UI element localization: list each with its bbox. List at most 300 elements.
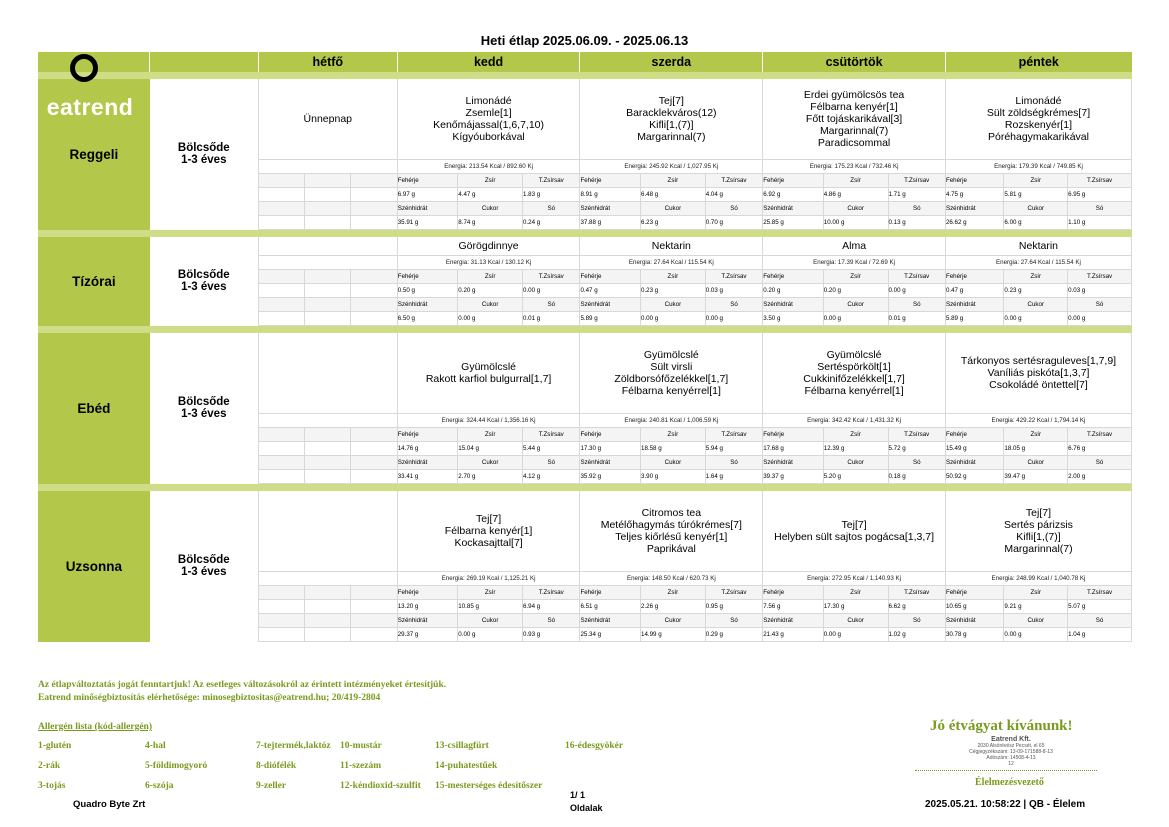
nutrient-label: Só bbox=[1068, 614, 1132, 628]
nutrient-label: Só bbox=[705, 456, 762, 470]
nutrient-label: Só bbox=[523, 298, 580, 312]
monday-empty bbox=[304, 188, 350, 202]
nutrient-label: Só bbox=[888, 202, 945, 216]
nutrient-value: 5.20 g bbox=[823, 470, 888, 484]
nutrient-label: Szénhidrát bbox=[945, 202, 1003, 216]
nutrient-label: Szénhidrát bbox=[397, 456, 458, 470]
monday-empty bbox=[350, 586, 397, 600]
monday-empty bbox=[304, 628, 350, 642]
separator-cell bbox=[397, 484, 458, 492]
nutrient-value: 6.51 g bbox=[580, 600, 641, 614]
nutrient-value: 2.70 g bbox=[458, 470, 523, 484]
monday-empty bbox=[258, 284, 304, 298]
nutrient-value: 1.64 g bbox=[705, 470, 762, 484]
nutrient-label: Zsír bbox=[458, 586, 523, 600]
separator-cell bbox=[1068, 72, 1132, 79]
energy-value: Energia: 17.39 Kcal / 72.69 Kj bbox=[763, 256, 946, 270]
nutrient-label: Só bbox=[523, 456, 580, 470]
nutrient-value: 5.94 g bbox=[705, 442, 762, 456]
nutrient-value: 13.20 g bbox=[397, 600, 458, 614]
nutrient-label: Cukor bbox=[823, 202, 888, 216]
dish-line: Görögdinnye bbox=[458, 240, 519, 252]
nutrient-value: 0.00 g bbox=[705, 312, 762, 326]
nutrient-value: 0.03 g bbox=[705, 284, 762, 298]
monday-empty bbox=[258, 572, 397, 586]
nutrient-label: Cukor bbox=[1004, 202, 1068, 216]
separator-cell bbox=[888, 230, 945, 238]
energy-value: Energia: 213.54 Kcal / 892.60 Kj bbox=[397, 160, 580, 174]
stamp-line: Adószám: 14508-4-13 bbox=[986, 755, 1036, 761]
monday-empty bbox=[258, 188, 304, 202]
nutrient-label: Zsír bbox=[823, 428, 888, 442]
monday-empty bbox=[350, 600, 397, 614]
nutrient-label: Zsír bbox=[823, 586, 888, 600]
nutrient-label: Só bbox=[705, 614, 762, 628]
nutrient-value: 17.30 g bbox=[580, 442, 641, 456]
monday-empty bbox=[258, 614, 304, 628]
nutrient-label: Fehérje bbox=[945, 586, 1003, 600]
dish-line: Cukkinifőzelékkel[1,7] bbox=[803, 373, 905, 385]
nutrient-label: T.Zsírsav bbox=[523, 428, 580, 442]
nutrient-label: Fehérje bbox=[945, 428, 1003, 442]
allergen-item: 8-diófélék bbox=[256, 761, 297, 771]
energy-value: Energia: 31.13 Kcal / 130.12 Kj bbox=[397, 256, 580, 270]
dish-cell bbox=[397, 237, 580, 256]
separator-cell bbox=[523, 484, 580, 492]
nutrient-label: Zsír bbox=[641, 586, 706, 600]
allergen-item: 4-hal bbox=[145, 741, 166, 751]
nutrient-label: T.Zsírsav bbox=[1068, 174, 1132, 188]
dish-line: Tej[7] bbox=[658, 95, 684, 107]
nutrient-label: Cukor bbox=[458, 298, 523, 312]
eatrend-logo bbox=[38, 52, 142, 122]
nutrient-label: Cukor bbox=[641, 202, 706, 216]
nutrient-label: T.Zsírsav bbox=[523, 174, 580, 188]
nutrient-value: 6.23 g bbox=[641, 216, 706, 230]
monday-empty bbox=[350, 188, 397, 202]
separator-cell bbox=[1068, 484, 1132, 492]
age-group bbox=[150, 491, 259, 642]
separator-cell bbox=[304, 230, 350, 238]
nutrient-value: 0.00 g bbox=[888, 284, 945, 298]
meal-name: Uzsonna bbox=[38, 491, 150, 642]
nutrient-label: T.Zsírsav bbox=[705, 270, 762, 284]
dish-line: Félbarna kenyérrel[1] bbox=[804, 385, 904, 397]
dish-line: Citromos tea bbox=[641, 507, 702, 519]
nutrient-label: Zsír bbox=[1004, 428, 1068, 442]
dish-line: Sült zöldségkrémes[7] bbox=[986, 107, 1091, 119]
nutrient-value: 3.50 g bbox=[763, 312, 824, 326]
nutrient-value: 50.92 g bbox=[945, 470, 1003, 484]
monday-empty bbox=[258, 600, 304, 614]
nutrient-value: 5.89 g bbox=[945, 312, 1003, 326]
monday-empty bbox=[258, 414, 397, 428]
monday-empty bbox=[350, 628, 397, 642]
nutrient-value: 4.75 g bbox=[945, 188, 1003, 202]
day-header: hétfő bbox=[258, 52, 397, 72]
nutrient-value: 6.92 g bbox=[763, 188, 824, 202]
nutrient-value: 2.00 g bbox=[1068, 470, 1132, 484]
monday-empty bbox=[350, 270, 397, 284]
nutrient-value: 14.99 g bbox=[641, 628, 706, 642]
separator-cell bbox=[350, 230, 397, 238]
nutrient-label: Zsír bbox=[1004, 270, 1068, 284]
dish-line: Margarinnal(7) bbox=[1004, 543, 1073, 555]
dish-line: Zsemle[1] bbox=[465, 107, 512, 119]
nutrient-value: 6.62 g bbox=[888, 600, 945, 614]
separator-cell bbox=[580, 326, 641, 334]
monday-empty bbox=[304, 174, 350, 188]
meal-separator bbox=[38, 484, 1132, 492]
dish-line: Tej[7] bbox=[841, 519, 867, 531]
nutrient-label: Szénhidrát bbox=[397, 202, 458, 216]
monday-empty bbox=[304, 270, 350, 284]
separator-cell bbox=[705, 484, 762, 492]
nutrient-value: 25.34 g bbox=[580, 628, 641, 642]
monday-empty bbox=[350, 428, 397, 442]
dish-row bbox=[38, 491, 1132, 572]
energy-value: Energia: 148.50 Kcal / 620.73 Kj bbox=[580, 572, 763, 586]
nutrient-value: 4.04 g bbox=[705, 188, 762, 202]
separator-cell bbox=[1004, 326, 1068, 334]
nutrient-label: Cukor bbox=[823, 614, 888, 628]
dish-line: Tej[7] bbox=[1025, 507, 1052, 519]
separator-cell bbox=[763, 326, 824, 334]
dish-line: Félbarna kenyérrel[1] bbox=[621, 385, 721, 397]
nutrient-value: 26.62 g bbox=[945, 216, 1003, 230]
meal-separator bbox=[38, 326, 1132, 334]
separator-cell bbox=[945, 230, 1003, 238]
dish-cell bbox=[763, 491, 946, 572]
monday-empty bbox=[350, 456, 397, 470]
monday-empty bbox=[304, 470, 350, 484]
separator-cell bbox=[580, 230, 641, 238]
dish-cell bbox=[397, 79, 580, 160]
nutrient-value: 5.89 g bbox=[580, 312, 641, 326]
nutrient-label: Szénhidrát bbox=[397, 614, 458, 628]
monday-empty bbox=[350, 442, 397, 456]
separator-cell bbox=[705, 72, 762, 79]
nutrient-value: 35.91 g bbox=[397, 216, 458, 230]
separator-cell bbox=[350, 326, 397, 334]
nutrient-label: Só bbox=[1068, 456, 1132, 470]
nutrient-value: 0.00 g bbox=[823, 312, 888, 326]
separator-cell bbox=[705, 230, 762, 238]
allergen-item: 15-mesterséges édesítőszer bbox=[435, 781, 543, 791]
nutrient-label: Fehérje bbox=[397, 428, 458, 442]
allergen-title: Allergén lista (kód-allergén) bbox=[38, 722, 152, 732]
nutrient-value: 0.00 g bbox=[1068, 312, 1132, 326]
nutrient-value: 0.01 g bbox=[523, 312, 580, 326]
energy-value: Energia: 342.42 Kcal / 1,431.32 Kj bbox=[763, 414, 946, 428]
separator-cell bbox=[945, 72, 1003, 79]
separator-cell bbox=[641, 326, 706, 334]
nutrient-label: Cukor bbox=[1004, 298, 1068, 312]
nutrient-label: Zsír bbox=[641, 270, 706, 284]
nutrient-label: Fehérje bbox=[397, 270, 458, 284]
allergen-item: 2-rák bbox=[38, 761, 61, 771]
day-header: szerda bbox=[580, 52, 763, 72]
monday-empty bbox=[350, 298, 397, 312]
separator-cell bbox=[458, 326, 523, 334]
nutrient-label: T.Zsírsav bbox=[1068, 428, 1132, 442]
energy-value: Energia: 27.64 Kcal / 115.54 Kj bbox=[945, 256, 1131, 270]
nutrient-value: 0.18 g bbox=[888, 470, 945, 484]
nutrient-value: 5.81 g bbox=[1004, 188, 1068, 202]
nutrient-value: 9.21 g bbox=[1004, 600, 1068, 614]
monday-dish bbox=[258, 491, 397, 572]
nutrient-value: 4.47 g bbox=[458, 188, 523, 202]
separator-cell bbox=[304, 484, 350, 492]
separator-cell bbox=[150, 72, 259, 79]
dish-line: Baracklekváros(12) bbox=[626, 107, 717, 119]
nutrient-label: Fehérje bbox=[763, 174, 824, 188]
dish-line: Sertés párizsis bbox=[1004, 519, 1073, 531]
dish-line: Főtt tojáskarikával[3] bbox=[805, 113, 903, 125]
day-header: kedd bbox=[397, 52, 580, 72]
nutrient-value: 0.00 g bbox=[1004, 628, 1068, 642]
nutrient-value: 17.68 g bbox=[763, 442, 824, 456]
allergen-item: 10-mustár bbox=[340, 741, 382, 751]
allergen-item: 5-földimogyoró bbox=[145, 761, 208, 771]
page-number: 1/ 1 bbox=[570, 790, 586, 800]
nutrient-value: 4.86 g bbox=[823, 188, 888, 202]
monday-empty bbox=[304, 284, 350, 298]
dish-line: Limonádé bbox=[1015, 95, 1062, 107]
separator-cell bbox=[458, 230, 523, 238]
separator-cell bbox=[1004, 230, 1068, 238]
nutrient-value: 3.90 g bbox=[641, 470, 706, 484]
nutrient-value: 12.39 g bbox=[823, 442, 888, 456]
separator-cell bbox=[258, 230, 304, 238]
nutrient-value: 25.85 g bbox=[763, 216, 824, 230]
nutrient-label: T.Zsírsav bbox=[705, 428, 762, 442]
nutrient-value: 0.03 g bbox=[1068, 284, 1132, 298]
monday-empty bbox=[350, 216, 397, 230]
nutrient-label: Szénhidrát bbox=[763, 298, 824, 312]
age-line: 1-3 éves bbox=[181, 566, 227, 579]
separator-cell bbox=[397, 230, 458, 238]
nutrient-label: Só bbox=[1068, 202, 1132, 216]
nutrient-label: Fehérje bbox=[580, 586, 641, 600]
nutrient-label: T.Zsírsav bbox=[705, 586, 762, 600]
nutrient-label: T.Zsírsav bbox=[888, 428, 945, 442]
dish-cell bbox=[397, 491, 580, 572]
nutrient-value: 6.94 g bbox=[523, 600, 580, 614]
monday-dish bbox=[258, 237, 397, 256]
nutrient-value: 39.47 g bbox=[1004, 470, 1068, 484]
monday-empty bbox=[350, 284, 397, 298]
nutrient-label: Cukor bbox=[1004, 614, 1068, 628]
nutrient-value: 0.23 g bbox=[1004, 284, 1068, 298]
monday-empty bbox=[350, 614, 397, 628]
meal-separator bbox=[38, 230, 1132, 238]
nutrient-label: Zsír bbox=[823, 270, 888, 284]
change-notice: Az étlapváltoztatás jogát fenntartjuk! Az esetleges változásokról az érintett intézményeket értesítjük. bbox=[38, 680, 447, 690]
nutrient-label: Szénhidrát bbox=[945, 456, 1003, 470]
nutrient-label: T.Zsírsav bbox=[523, 270, 580, 284]
monday-empty bbox=[304, 442, 350, 456]
day-header-row bbox=[38, 52, 1132, 72]
nutrient-value: 0.23 g bbox=[641, 284, 706, 298]
age-group bbox=[150, 79, 259, 230]
age-line: Bölcsőde bbox=[177, 396, 230, 409]
nutrient-label: Zsír bbox=[458, 270, 523, 284]
dish-line: Tárkonyos sertésraguleves[1,7,9] bbox=[960, 355, 1117, 367]
nutrient-value: 30.78 g bbox=[945, 628, 1003, 642]
monday-empty bbox=[304, 600, 350, 614]
nutrient-value: 6.95 g bbox=[1068, 188, 1132, 202]
nutrient-label: Szénhidrát bbox=[580, 202, 641, 216]
stamp-line: Cégjegyzékszám: 13-09-171588-8-13 bbox=[969, 749, 1053, 755]
dish-line: Margarinnal(7) bbox=[819, 125, 889, 137]
monday-empty bbox=[258, 216, 304, 230]
stamp-line: Eatrend Kft. bbox=[991, 736, 1031, 743]
nutrient-value: 0.50 g bbox=[397, 284, 458, 298]
monday-empty bbox=[258, 586, 304, 600]
separator-cell bbox=[258, 72, 304, 79]
dish-line: Nektarin bbox=[651, 240, 691, 252]
nutrient-value: 0.20 g bbox=[458, 284, 523, 298]
stamp-line: 12 bbox=[1008, 761, 1014, 767]
dish-line: Csokoládé öntettel[7] bbox=[989, 379, 1088, 391]
energy-value: Energia: 269.19 Kcal / 1,125.21 Kj bbox=[397, 572, 580, 586]
nutrient-label: Zsír bbox=[458, 174, 523, 188]
separator-cell bbox=[823, 484, 888, 492]
nutrient-value: 29.37 g bbox=[397, 628, 458, 642]
day-header: péntek bbox=[945, 52, 1131, 72]
nutrient-label: T.Zsírsav bbox=[888, 174, 945, 188]
dish-row bbox=[38, 333, 1132, 414]
dish-cell bbox=[580, 491, 763, 572]
bon-appetit: Jó étvágyat kívánunk! bbox=[930, 718, 1073, 734]
nutrient-value: 0.13 g bbox=[888, 216, 945, 230]
nutrient-label: Cukor bbox=[458, 202, 523, 216]
monday-empty bbox=[258, 312, 304, 326]
dish-line: Paradicsommal bbox=[817, 137, 891, 149]
separator-cell bbox=[38, 230, 150, 238]
allergen-item: 14-puhatestűek bbox=[435, 761, 498, 771]
nutrient-value: 6.48 g bbox=[641, 188, 706, 202]
nutrient-value: 0.70 g bbox=[705, 216, 762, 230]
age-line: Bölcsőde bbox=[177, 269, 230, 282]
stamp-line: 2030 Alsórévész Pecsét, el 65 bbox=[977, 743, 1045, 749]
energy-value: Energia: 179.39 Kcal / 749.85 Kj bbox=[945, 160, 1131, 174]
allergen-item: 12-kéndioxid-szulfit bbox=[340, 781, 421, 791]
dish-cell bbox=[580, 333, 763, 414]
monday-empty bbox=[304, 216, 350, 230]
age-header bbox=[150, 52, 259, 72]
energy-value: Energia: 248.99 Kcal / 1,040.78 Kj bbox=[945, 572, 1131, 586]
separator-cell bbox=[350, 72, 397, 79]
monday-empty bbox=[258, 456, 304, 470]
nutrient-value: 10.65 g bbox=[945, 600, 1003, 614]
nutrient-label: Szénhidrát bbox=[580, 456, 641, 470]
monday-empty bbox=[258, 160, 397, 174]
nutrient-value: 10.85 g bbox=[458, 600, 523, 614]
separator-cell bbox=[258, 326, 304, 334]
dish-line: Kifli[1,(7)] bbox=[1016, 531, 1061, 543]
nutrient-value: 0.00 g bbox=[1004, 312, 1068, 326]
monday-empty bbox=[304, 614, 350, 628]
nutrient-label: Fehérje bbox=[945, 270, 1003, 284]
pages-label: Oldalak bbox=[570, 803, 603, 813]
allergen-item: 11-szezám bbox=[340, 761, 382, 771]
age-group bbox=[150, 333, 259, 484]
logo-ring-icon bbox=[70, 54, 98, 82]
separator-cell bbox=[397, 72, 458, 79]
dish-cell bbox=[945, 333, 1131, 414]
nutrient-value: 14.76 g bbox=[397, 442, 458, 456]
energy-value: Energia: 272.95 Kcal / 1,140.93 Kj bbox=[763, 572, 946, 586]
company-stamp bbox=[938, 737, 1084, 767]
monday-empty bbox=[350, 312, 397, 326]
nutrient-label: Szénhidrát bbox=[580, 614, 641, 628]
separator-cell bbox=[38, 484, 150, 492]
dish-line: Kockasajttal[7] bbox=[454, 537, 523, 549]
nutrient-value: 0.20 g bbox=[763, 284, 824, 298]
nutrient-label: Szénhidrát bbox=[945, 298, 1003, 312]
dish-cell bbox=[397, 333, 580, 414]
nutrient-label: Só bbox=[523, 202, 580, 216]
nutrient-label: Só bbox=[705, 298, 762, 312]
nutrient-label: Szénhidrát bbox=[397, 298, 458, 312]
monday-empty bbox=[304, 202, 350, 216]
allergen-item: 16-édesgyökér bbox=[565, 741, 624, 751]
nutrient-value: 8.91 g bbox=[580, 188, 641, 202]
dish-line: Kenőmájassal(1,6,7,10) bbox=[433, 119, 545, 131]
separator-cell bbox=[350, 484, 397, 492]
age-line: Bölcsőde bbox=[177, 142, 230, 155]
nutrient-value: 0.29 g bbox=[705, 628, 762, 642]
dish-line: Gyümölcslé bbox=[461, 361, 517, 373]
separator-cell bbox=[580, 72, 641, 79]
dish-line: Erdei gyümölcsös tea bbox=[803, 89, 905, 101]
nutrient-label: Cukor bbox=[1004, 456, 1068, 470]
age-line: 1-3 éves bbox=[181, 281, 227, 294]
separator-cell bbox=[763, 72, 824, 79]
nutrient-label: Só bbox=[888, 614, 945, 628]
nutrient-label: Zsír bbox=[641, 428, 706, 442]
nutrient-value: 5.07 g bbox=[1068, 600, 1132, 614]
nutrient-value: 15.49 g bbox=[945, 442, 1003, 456]
meal-name: Reggeli bbox=[38, 79, 150, 230]
signature-line bbox=[915, 770, 1097, 771]
nutrient-label: Só bbox=[888, 298, 945, 312]
meal-name: Ebéd bbox=[38, 333, 150, 484]
quality-contact: Eatrend minőségbiztosítás elérhetősége: minosegbiztositas@eatrend.hu; 20/419-2804 bbox=[38, 693, 381, 703]
nutrient-value: 6.00 g bbox=[1004, 216, 1068, 230]
nutrient-value: 6.97 g bbox=[397, 188, 458, 202]
nutrient-value: 33.41 g bbox=[397, 470, 458, 484]
nutrient-value: 0.00 g bbox=[823, 628, 888, 642]
dish-line: Vaníliás piskóta[1,3,7] bbox=[987, 367, 1090, 379]
nutrient-value: 1.02 g bbox=[888, 628, 945, 642]
dish-cell bbox=[945, 491, 1131, 572]
separator-cell bbox=[641, 230, 706, 238]
nutrient-label: Zsír bbox=[458, 428, 523, 442]
energy-value: Energia: 175.23 Kcal / 732.46 Kj bbox=[763, 160, 946, 174]
nutrient-value: 37.88 g bbox=[580, 216, 641, 230]
age-line: 1-3 éves bbox=[181, 408, 227, 421]
allergen-item: 13-csillagfürt bbox=[435, 741, 489, 751]
nutrient-value: 6.50 g bbox=[397, 312, 458, 326]
nutrient-label: Cukor bbox=[641, 298, 706, 312]
dish-line: Rozskenyér[1] bbox=[1004, 119, 1073, 131]
nutrient-label: Szénhidrát bbox=[763, 202, 824, 216]
dish-line: Teljes kiőrlésű kenyér[1] bbox=[615, 531, 728, 543]
dish-line: Margarinnal(7) bbox=[637, 131, 706, 143]
